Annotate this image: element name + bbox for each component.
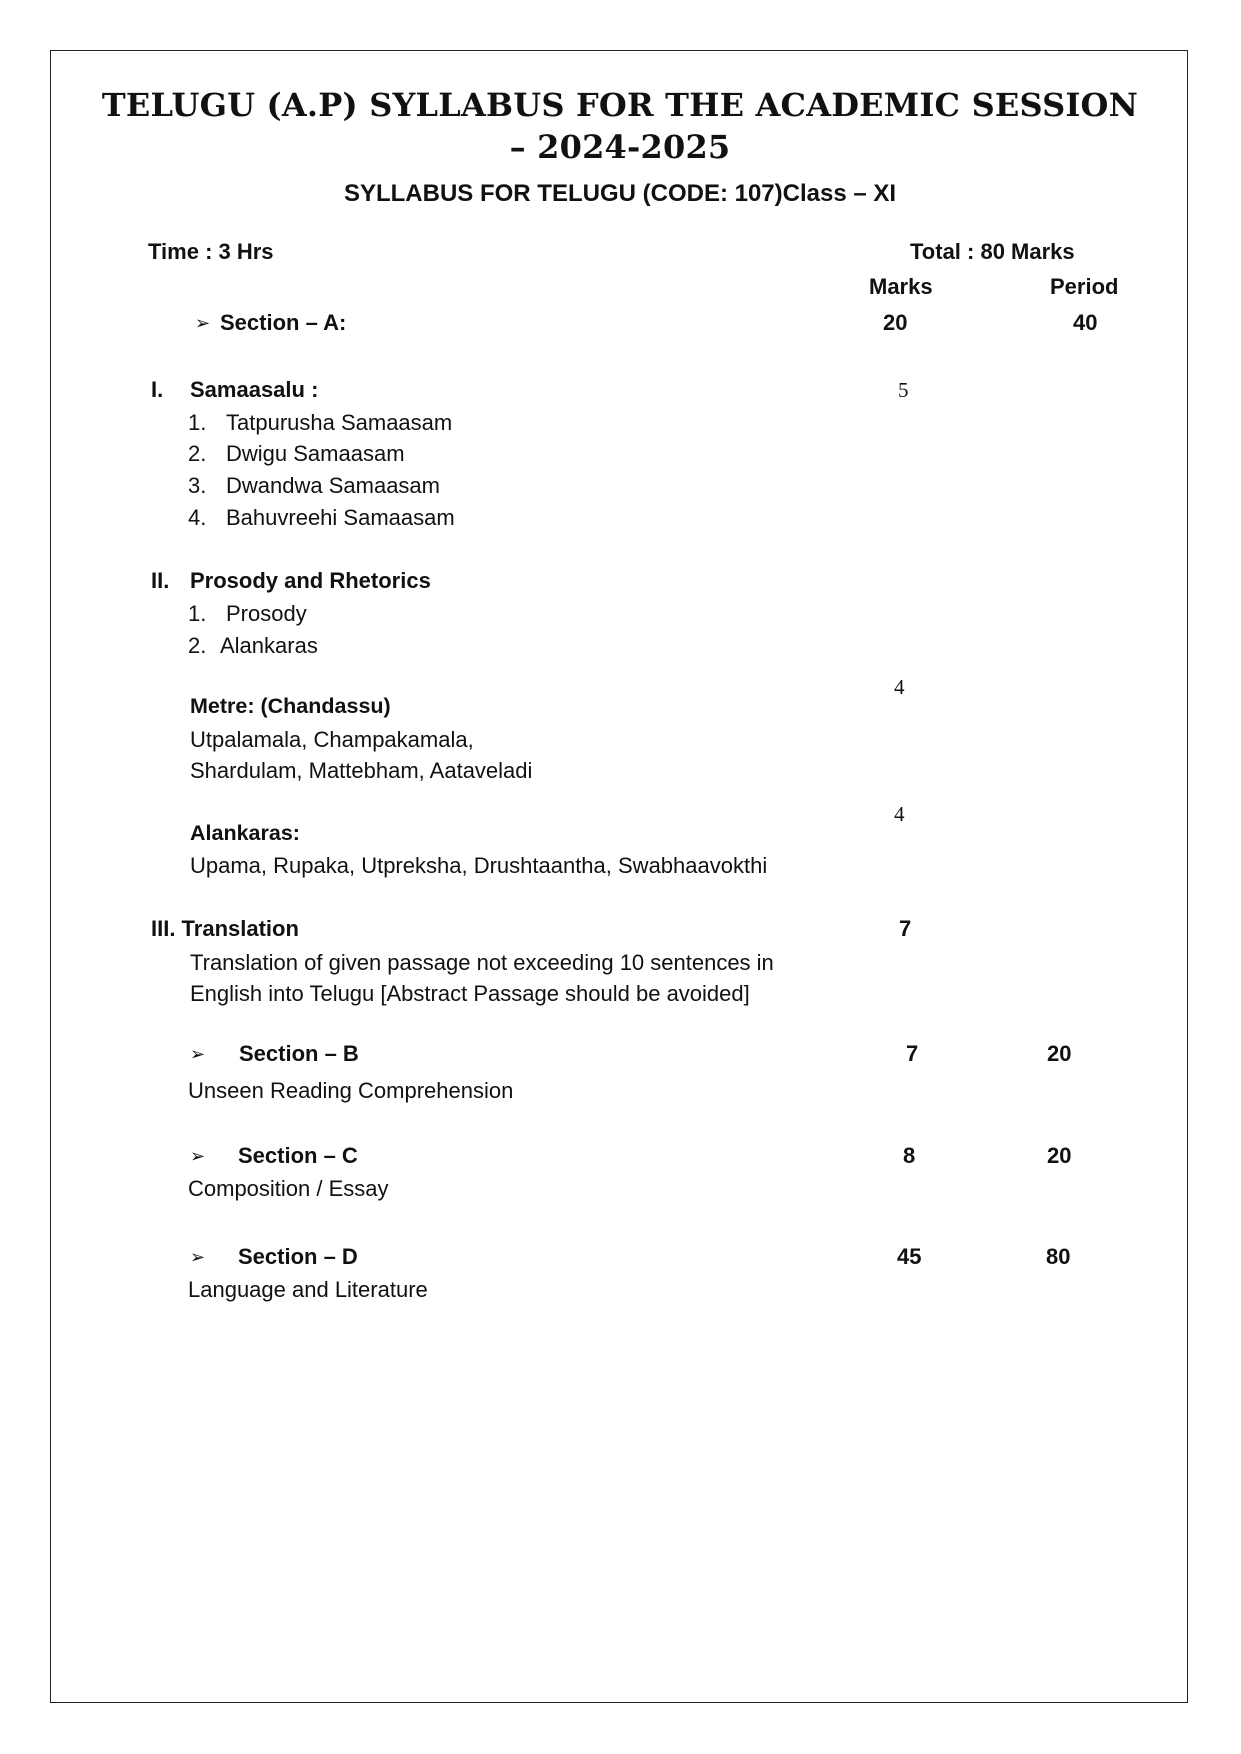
list-item: Prosody (226, 601, 307, 626)
section-d-period: 80 (1046, 1244, 1071, 1269)
section-c-period: 20 (1047, 1143, 1072, 1168)
translation-line: English into Telugu [Abstract Passage should be avoided] (190, 981, 750, 1006)
translation-line: Translation of given passage not exceeding 10 sentences in (190, 950, 774, 975)
arrow-bullet-icon: ➢ (195, 313, 211, 334)
section-b-marks: 7 (906, 1041, 919, 1066)
section-b-period: 20 (1047, 1041, 1072, 1066)
list-item-number: 1. (188, 601, 207, 626)
arrow-bullet-icon: ➢ (190, 1146, 206, 1167)
samaasalu-number: I. (151, 377, 164, 402)
list-item-number: 2. (188, 633, 207, 658)
prosody-heading: Prosody and Rhetorics (190, 568, 431, 593)
samaasalu-heading: Samaasalu : (190, 377, 319, 402)
list-item-number: 4. (188, 505, 207, 530)
section-c-label: Section – C (238, 1143, 358, 1168)
prosody-number: II. (151, 568, 170, 593)
section-c-marks: 8 (903, 1143, 916, 1168)
list-item: Dwandwa Samaasam (226, 473, 440, 498)
arrow-bullet-icon: ➢ (190, 1247, 206, 1268)
section-a-label: Section – A: (220, 310, 347, 335)
section-c-description: Composition / Essay (188, 1176, 389, 1201)
section-b-label: Section – B (239, 1041, 359, 1066)
section-a-marks: 20 (883, 310, 908, 335)
arrow-bullet-icon: ➢ (190, 1044, 206, 1065)
list-item-number: 3. (188, 473, 207, 498)
list-item: Bahuvreehi Samaasam (226, 505, 455, 530)
page-title: TELUGU (A.P) SYLLABUS FOR THE ACADEMIC SESSION – 2024-2025 (101, 86, 1139, 166)
samaasalu-marks: 5 (898, 378, 909, 402)
time-label: Time : 3 Hrs (148, 239, 274, 264)
alankaras-marks: 4 (894, 802, 905, 826)
translation-heading: III. Translation (151, 916, 299, 941)
translation-marks: 7 (899, 916, 912, 941)
metre-line: Shardulam, Mattebham, Aataveladi (190, 758, 533, 783)
page-subtitle: SYLLABUS FOR TELUGU (CODE: 107)Class – XI (343, 180, 897, 207)
section-b-description: Unseen Reading Comprehension (188, 1078, 514, 1103)
alankaras-heading: Alankaras: (190, 821, 300, 845)
period-column-header: Period (1050, 274, 1119, 299)
marks-column-header: Marks (869, 274, 933, 299)
list-item-number: 2. (188, 441, 207, 466)
section-a-period: 40 (1073, 310, 1098, 335)
section-d-label: Section – D (238, 1244, 358, 1269)
metre-marks: 4 (894, 675, 905, 699)
list-item-number: 1. (188, 410, 207, 435)
total-marks-label: Total : 80 Marks (910, 239, 1075, 264)
list-item: Tatpurusha Samaasam (226, 410, 453, 435)
section-d-marks: 45 (897, 1244, 922, 1269)
list-item: Alankaras (220, 633, 318, 658)
list-item: Dwigu Samaasam (226, 441, 405, 466)
alankaras-line: Upama, Rupaka, Utpreksha, Drushtaantha, Swabhaavokthi (190, 853, 768, 878)
metre-heading: Metre: (Chandassu) (190, 694, 391, 718)
section-d-description: Language and Literature (188, 1277, 428, 1302)
metre-line: Utpalamala, Champakamala, (190, 727, 474, 752)
